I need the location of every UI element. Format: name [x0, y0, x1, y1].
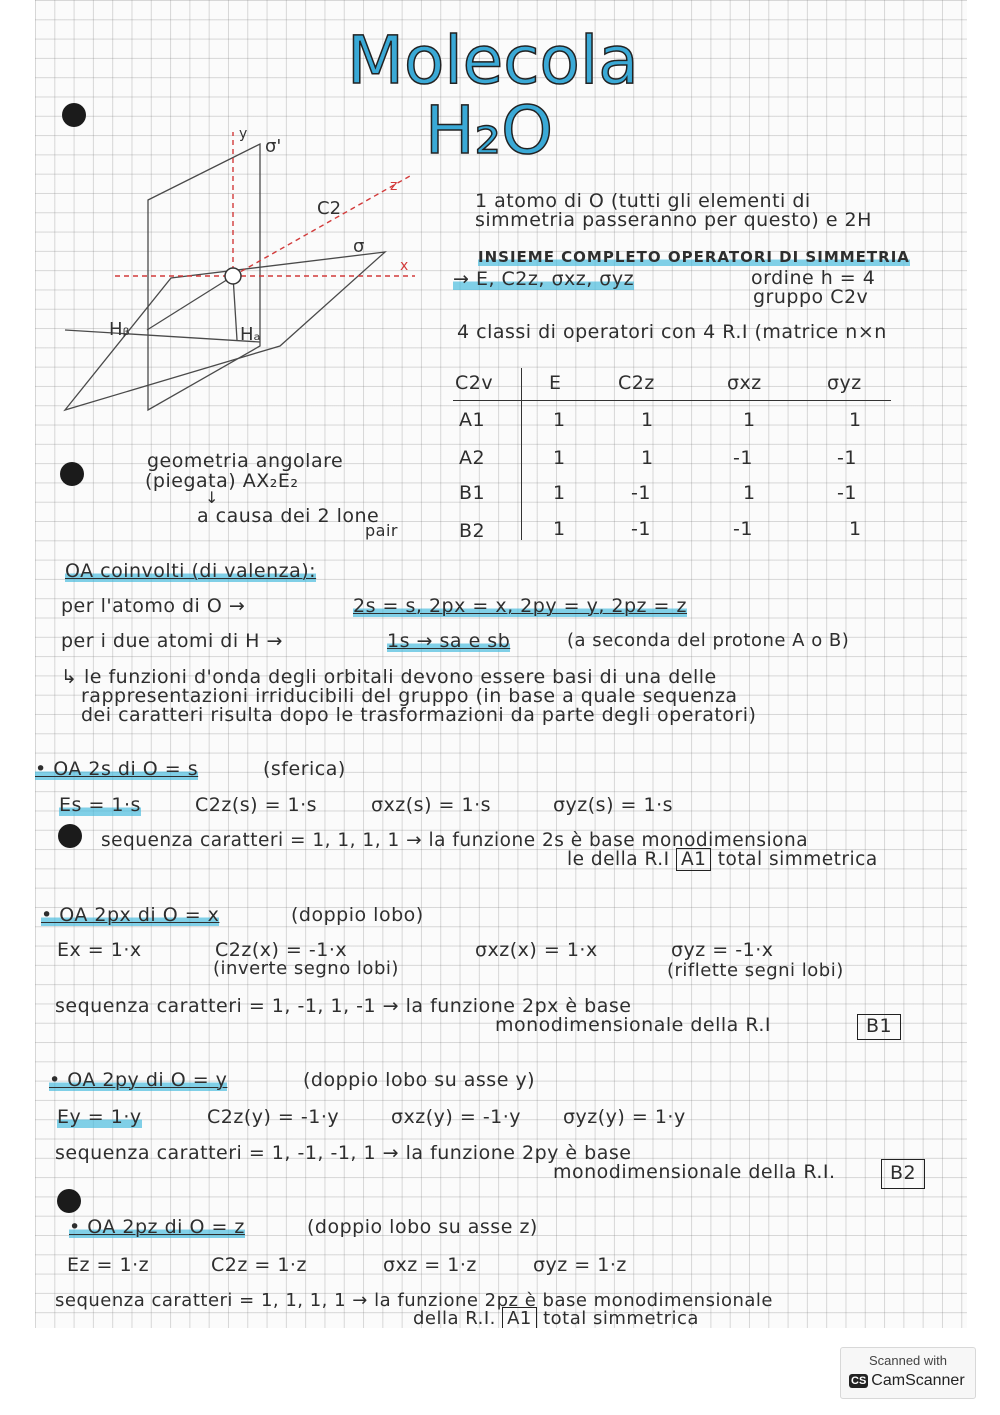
px-sequence: sequenza caratteri = 1, -1, 1, -1 → la funzione 2px è base: [55, 995, 632, 1017]
intro-line-1: 1 atomo di O (tutti gli elementi di: [475, 190, 811, 212]
oa-per-o-prefix: per l'atomo di O →: [61, 595, 246, 617]
py-irrep-box: B2: [881, 1159, 925, 1189]
s2s-op: σyz(s) = 1·s: [553, 794, 674, 816]
page-title: Molecola: [347, 22, 639, 99]
table-header: C2v: [455, 372, 494, 394]
py-heading-note: (doppio lobo su asse y): [303, 1069, 536, 1091]
px-op: σxz(x) = 1·x: [475, 939, 598, 961]
s2s-op: σxz(s) = 1·s: [371, 794, 492, 816]
pz-seq2-pre: della R.I.: [413, 1308, 496, 1328]
oa-per-o-list: 2s = s, 2px = x, 2py = y, 2pz = z: [353, 595, 687, 617]
camscanner-logo-icon: CS: [851, 1374, 867, 1387]
table-cell: 1: [849, 518, 862, 540]
punch-hole: [60, 462, 84, 486]
table-cell: 1: [553, 447, 566, 469]
px-op: σyz = -1·x: [671, 939, 774, 961]
table-cell: B2: [459, 520, 486, 542]
oa-per-h-prefix: per i due atomi di H →: [61, 630, 283, 652]
table-cell: -1: [837, 482, 857, 504]
px-sequence-2: monodimensionale della R.I: [495, 1014, 772, 1036]
oa-per-h-note: (a seconda del protone A o B): [567, 630, 850, 651]
s2s-sequence-2: [567, 850, 878, 869]
table-header: E: [549, 372, 562, 394]
geometry-arrow: ↓: [205, 488, 219, 507]
table-cell: -1: [733, 518, 753, 540]
table-cell: A2: [459, 447, 486, 469]
intro-line-2: simmetria passeranno per questo) e 2H: [475, 209, 872, 231]
oa-note-3: dei caratteri risulta dopo le trasformazioni da parte degli operatori): [81, 704, 757, 726]
table-cell: 1: [553, 518, 566, 540]
geometry-line-1: geometria angolare: [147, 450, 344, 472]
watermark-line-1: Scanned with: [868, 1353, 948, 1368]
page-subtitle: H₂O: [425, 92, 554, 169]
s2s-seq2-pre: le della R.I: [567, 849, 670, 870]
table-header: C2z: [618, 372, 655, 394]
table-cell: 1: [553, 482, 566, 504]
table-header: σxz: [727, 372, 762, 394]
s2s-irrep-box: A1: [676, 848, 711, 871]
table-cell: 1: [849, 409, 862, 431]
operators-list: → E, C2z, σxz, σyz: [453, 268, 635, 290]
py-op: σxz(y) = -1·y: [391, 1106, 522, 1128]
pz-sequence-2: [413, 1310, 699, 1328]
py-op: C2z(y) = -1·y: [207, 1106, 340, 1128]
watermark-brand-text: CamScanner: [871, 1372, 965, 1389]
pz-seq2-post: total simmetrica: [543, 1308, 699, 1328]
table-cell: -1: [837, 447, 857, 469]
pz-heading-note: (doppio lobo su asse z): [307, 1216, 538, 1238]
character-table: [453, 368, 903, 543]
py-op: Ey = 1·y: [57, 1106, 142, 1128]
watermark-brand: [849, 1372, 965, 1390]
punch-hole: [58, 824, 82, 848]
insieme-heading: INSIEME COMPLETO OPERATORI DI SIMMETRIA: [478, 248, 910, 266]
classes-text: 4 classi di operatori con 4 R.I (matrice n×n: [457, 321, 887, 343]
table-cell: 1: [553, 409, 566, 431]
oa-heading: OA coinvolti (di valenza):: [65, 560, 317, 582]
py-op: σyz(y) = 1·y: [563, 1106, 686, 1128]
oa-note-1: ↳ le funzioni d'onda degli orbitali devono essere basi di una delle: [61, 666, 717, 688]
sigma-label: σ: [353, 236, 365, 257]
oa-per-h-list: 1s → sa e sb: [387, 630, 511, 652]
molecule-diagram: [55, 120, 455, 450]
px-note-syz: (riflette segni lobi): [667, 960, 844, 981]
pz-op: σyz = 1·z: [533, 1254, 627, 1276]
table-cell: B1: [459, 482, 486, 504]
px-heading-note: (doppio lobo): [291, 904, 424, 926]
table-cell: 1: [743, 482, 756, 504]
table-cell: 1: [641, 409, 654, 431]
hb-label: Hᵦ: [109, 319, 130, 340]
py-heading: • OA 2py di O = y: [49, 1069, 228, 1091]
camscanner-watermark: [840, 1347, 976, 1399]
axis-y-label: y: [239, 126, 248, 142]
s2s-heading-note: (sferica): [263, 758, 346, 780]
table-cell: 1: [743, 409, 756, 431]
table-cell: -1: [631, 482, 651, 504]
s2s-seq2-post: total simmetrica: [717, 849, 878, 870]
group-name: gruppo C2v: [753, 286, 869, 308]
pz-heading: • OA 2pz di O = z: [69, 1216, 245, 1238]
table-header: σyz: [827, 372, 862, 394]
pz-sequence: sequenza caratteri = 1, 1, 1, 1 → la funzione 2pz è base monodimensionale: [55, 1290, 773, 1311]
s2s-op: Es = 1·s: [59, 794, 141, 816]
pz-irrep-box: A1: [502, 1307, 537, 1328]
table-cell: 1: [641, 447, 654, 469]
py-sequence: sequenza caratteri = 1, -1, -1, 1 → la funzione 2py è base: [55, 1142, 632, 1164]
ha-label: Hₐ: [240, 324, 261, 345]
oa-note-2: rappresentazioni irriducibili del gruppo (in base a quale sequenza: [81, 685, 738, 707]
px-heading: • OA 2px di O = x: [41, 904, 220, 926]
geometry-line-3: a causa dei 2 lone: [197, 505, 380, 527]
punch-hole: [57, 1189, 81, 1213]
group-order: ordine h = 4: [751, 267, 876, 289]
c2-axis-label: C2: [317, 198, 342, 219]
table-cell: -1: [733, 447, 753, 469]
table-cell: -1: [631, 518, 651, 540]
notebook-page: [35, 0, 967, 1328]
geometry-line-4: pair: [365, 521, 398, 540]
axis-z-label: z: [390, 178, 398, 194]
pz-op: σxz = 1·z: [383, 1254, 477, 1276]
px-note-c2: (inverte segno lobi): [213, 958, 399, 979]
pz-op: C2z = 1·z: [211, 1254, 307, 1276]
px-op: C2z(x) = -1·x: [215, 939, 348, 961]
s2s-op: C2z(s) = 1·s: [195, 794, 318, 816]
axis-x-label: x: [400, 258, 409, 274]
px-irrep-box: B1: [857, 1014, 901, 1040]
px-op: Ex = 1·x: [57, 939, 142, 961]
pz-op: Ez = 1·z: [67, 1254, 150, 1276]
geometry-line-2: (piegata) AX₂E₂: [145, 470, 299, 492]
s2s-heading: • OA 2s di O = s: [35, 758, 199, 780]
sigma-prime-label: σ': [265, 136, 282, 157]
table-cell: A1: [459, 409, 486, 431]
py-sequence-2: monodimensionale della R.I.: [553, 1161, 836, 1183]
s2s-sequence: sequenza caratteri = 1, 1, 1, 1 → la funzione 2s è base monodimensiona: [101, 830, 809, 851]
